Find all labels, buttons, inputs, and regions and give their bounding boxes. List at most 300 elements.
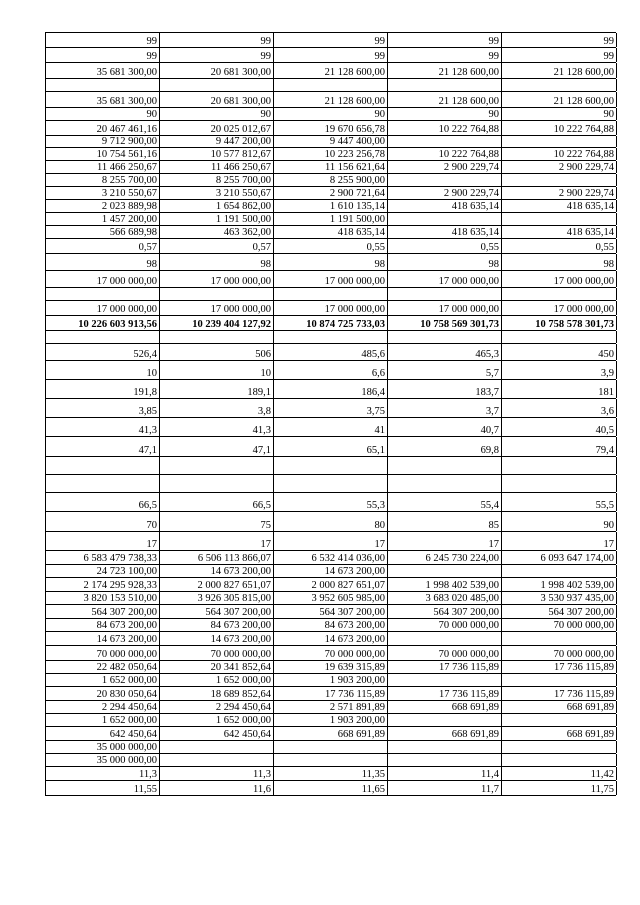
table-row <box>45 212 616 225</box>
table-row <box>45 780 616 796</box>
table-cell: 3,6 <box>502 399 617 417</box>
table-cell: 99 <box>160 33 274 47</box>
table-cell: 11,4 <box>388 767 502 780</box>
table-cell: 2 000 827 651,07 <box>160 578 274 591</box>
table-cell <box>388 331 502 343</box>
table-cell: 6 245 730 224,00 <box>388 551 502 564</box>
table-cell: 17 000 000,00 <box>46 301 160 315</box>
table-cell <box>46 475 160 492</box>
table-cell <box>388 714 502 726</box>
table-row <box>45 199 616 212</box>
table-cell: 6 583 479 738,33 <box>46 551 160 564</box>
table-cell: 90 <box>46 108 160 120</box>
table-cell: 191,8 <box>46 380 160 398</box>
table-cell <box>388 288 502 300</box>
table-row <box>45 120 616 135</box>
table-cell: 668 691,89 <box>388 727 502 740</box>
table-cell <box>502 331 617 343</box>
table-cell <box>502 213 617 225</box>
table-cell: 21 128 600,00 <box>274 92 388 107</box>
table-cell: 1 654 862,00 <box>160 200 274 212</box>
table-cell: 1 998 402 539,00 <box>388 578 502 591</box>
table-cell: 98 <box>160 254 274 270</box>
table-cell: 11 466 250,67 <box>46 161 160 173</box>
table-cell <box>388 457 502 474</box>
table-cell: 17 <box>502 532 617 550</box>
table-cell: 98 <box>274 254 388 270</box>
table-cell: 90 <box>160 108 274 120</box>
table-row <box>45 173 616 186</box>
table-cell: 3,85 <box>46 399 160 417</box>
table-cell: 186,4 <box>274 380 388 398</box>
table-cell: 35 681 300,00 <box>46 92 160 107</box>
table-cell: 14 673 200,00 <box>46 632 160 645</box>
table-cell: 90 <box>274 108 388 120</box>
table-cell <box>274 457 388 474</box>
table-cell: 98 <box>46 254 160 270</box>
table-cell <box>388 754 502 766</box>
table-cell: 17 736 115,89 <box>502 661 617 673</box>
table-cell: 9 712 900,00 <box>46 136 160 147</box>
table-cell <box>274 79 388 91</box>
table-cell: 17 000 000,00 <box>46 271 160 287</box>
table-cell: 8 255 700,00 <box>160 174 274 186</box>
table-cell: 2 900 229,74 <box>502 187 617 199</box>
table-cell: 181 <box>502 380 617 398</box>
table-cell: 84 673 200,00 <box>274 619 388 631</box>
table-cell: 11 156 621,64 <box>274 161 388 173</box>
table-cell <box>502 174 617 186</box>
table-row <box>45 186 616 199</box>
table-cell: 564 307 200,00 <box>502 605 617 618</box>
table-cell: 11 466 250,67 <box>160 161 274 173</box>
table-cell: 564 307 200,00 <box>274 605 388 618</box>
table-cell: 564 307 200,00 <box>160 605 274 618</box>
table-cell: 65,1 <box>274 437 388 456</box>
table-row <box>45 660 616 673</box>
table-row <box>45 531 616 550</box>
table-cell: 20 830 050,64 <box>46 687 160 700</box>
table-cell: 70 000 000,00 <box>160 646 274 660</box>
table-cell: 2 174 295 928,33 <box>46 578 160 591</box>
table-cell: 2 900 229,74 <box>502 161 617 173</box>
table-cell: 0,55 <box>274 239 388 253</box>
table-cell <box>502 79 617 91</box>
table-cell: 66,5 <box>160 493 274 511</box>
table-cell: 1 903 200,00 <box>274 714 388 726</box>
table-cell: 450 <box>502 344 617 360</box>
table-row <box>45 436 616 456</box>
table-cell <box>388 741 502 753</box>
table-cell: 3 210 550,67 <box>160 187 274 199</box>
table-cell: 2 571 891,89 <box>274 701 388 713</box>
table-cell: 3 926 305 815,00 <box>160 592 274 604</box>
table-row <box>45 343 616 360</box>
table-cell: 17 000 000,00 <box>502 271 617 287</box>
table-cell: 21 128 600,00 <box>388 63 502 78</box>
table-row <box>45 686 616 700</box>
table-row <box>45 91 616 107</box>
table-cell: 11,55 <box>46 781 160 795</box>
table-cell: 17 000 000,00 <box>388 271 502 287</box>
table-cell: 5,7 <box>388 361 502 379</box>
table-cell: 6,6 <box>274 361 388 379</box>
table-cell: 10 222 764,88 <box>388 121 502 135</box>
table-cell <box>502 754 617 766</box>
table-cell: 70 000 000,00 <box>502 646 617 660</box>
table-cell: 90 <box>388 108 502 120</box>
table-cell: 418 635,14 <box>388 200 502 212</box>
table-cell: 99 <box>160 48 274 62</box>
table-cell: 2 023 889,98 <box>46 200 160 212</box>
table-row <box>45 32 616 47</box>
table-cell <box>274 754 388 766</box>
table-cell: 17 736 115,89 <box>388 687 502 700</box>
table-cell: 10 577 812,67 <box>160 148 274 160</box>
table-cell: 1 998 402 539,00 <box>502 578 617 591</box>
table-cell <box>160 741 274 753</box>
table-row <box>45 492 616 511</box>
table-cell: 47,1 <box>160 437 274 456</box>
table-cell: 14 673 200,00 <box>274 632 388 645</box>
table-cell: 1 191 500,00 <box>274 213 388 225</box>
table-cell: 17 000 000,00 <box>160 271 274 287</box>
table-row <box>45 270 616 287</box>
table-cell: 10 874 725 733,03 <box>274 316 388 330</box>
table-cell: 17 736 115,89 <box>274 687 388 700</box>
table-cell: 99 <box>46 33 160 47</box>
table-cell: 6 506 113 866,07 <box>160 551 274 564</box>
table-cell: 17 <box>388 532 502 550</box>
table-cell: 9 447 400,00 <box>274 136 388 147</box>
table-row <box>45 398 616 417</box>
table-cell: 79,4 <box>502 437 617 456</box>
table-cell <box>502 288 617 300</box>
table-cell: 506 <box>160 344 274 360</box>
table-cell: 2 900 229,74 <box>388 187 502 199</box>
table-cell <box>274 741 388 753</box>
table-cell: 21 128 600,00 <box>388 92 502 107</box>
table-row <box>45 591 616 604</box>
table-cell: 8 255 700,00 <box>46 174 160 186</box>
table-cell: 41,3 <box>160 418 274 436</box>
table-cell: 668 691,89 <box>502 727 617 740</box>
table-cell <box>46 288 160 300</box>
table-row <box>45 287 616 300</box>
table-cell: 20 681 300,00 <box>160 92 274 107</box>
table-cell: 20 025 012,67 <box>160 121 274 135</box>
table-cell: 99 <box>388 48 502 62</box>
table-cell: 66,5 <box>46 493 160 511</box>
table-cell: 0,57 <box>46 239 160 253</box>
table-cell: 17 <box>274 532 388 550</box>
table-cell: 80 <box>274 512 388 531</box>
table-cell: 3 820 153 510,00 <box>46 592 160 604</box>
table-cell: 19 670 656,78 <box>274 121 388 135</box>
table-cell <box>388 213 502 225</box>
table-cell: 55,3 <box>274 493 388 511</box>
table-cell: 3,8 <box>160 399 274 417</box>
table-cell: 55,5 <box>502 493 617 511</box>
table-cell <box>160 475 274 492</box>
table-row <box>45 713 616 726</box>
table-cell <box>502 632 617 645</box>
table-cell: 1 903 200,00 <box>274 674 388 686</box>
table-cell <box>388 79 502 91</box>
table-row <box>45 300 616 315</box>
table-cell: 17 000 000,00 <box>274 301 388 315</box>
table-cell: 20 341 852,64 <box>160 661 274 673</box>
table-cell: 70 000 000,00 <box>502 619 617 631</box>
table-cell <box>388 475 502 492</box>
table-cell: 22 482 050,64 <box>46 661 160 673</box>
table-cell: 2 900 721,64 <box>274 187 388 199</box>
table-cell <box>388 632 502 645</box>
table-cell <box>274 288 388 300</box>
table-cell <box>160 79 274 91</box>
table-cell <box>388 174 502 186</box>
table-cell: 70 000 000,00 <box>388 619 502 631</box>
table-cell: 11,3 <box>160 767 274 780</box>
table-cell: 418 635,14 <box>388 226 502 238</box>
table-row <box>45 604 616 618</box>
table-cell <box>274 475 388 492</box>
table-cell: 20 681 300,00 <box>160 63 274 78</box>
table-cell: 2 900 229,74 <box>388 161 502 173</box>
table-cell: 0,55 <box>502 239 617 253</box>
table-cell: 40,7 <box>388 418 502 436</box>
table-cell: 24 723 100,00 <box>46 565 160 577</box>
table-cell: 17 000 000,00 <box>274 271 388 287</box>
table-cell: 642 450,64 <box>160 727 274 740</box>
table-row <box>45 456 616 474</box>
table-cell: 668 691,89 <box>502 701 617 713</box>
table-cell: 35 681 300,00 <box>46 63 160 78</box>
table-cell: 41,3 <box>46 418 160 436</box>
table-row <box>45 160 616 173</box>
table-cell <box>502 457 617 474</box>
table-cell: 90 <box>502 108 617 120</box>
table-cell: 183,7 <box>388 380 502 398</box>
table-row <box>45 474 616 492</box>
table-cell: 17 736 115,89 <box>388 661 502 673</box>
table-cell: 35 000 000,00 <box>46 741 160 753</box>
table-cell <box>160 288 274 300</box>
table-cell: 10 239 404 127,92 <box>160 316 274 330</box>
table-cell: 418 635,14 <box>274 226 388 238</box>
table-cell: 99 <box>502 33 617 47</box>
table-cell: 3,9 <box>502 361 617 379</box>
table-cell: 99 <box>388 33 502 47</box>
table-row <box>45 315 616 330</box>
table-cell: 99 <box>274 33 388 47</box>
table-cell: 6 093 647 174,00 <box>502 551 617 564</box>
table-row <box>45 673 616 686</box>
table-row <box>45 253 616 270</box>
table-row <box>45 330 616 343</box>
table-cell: 10 758 578 301,73 <box>502 316 617 330</box>
table-cell: 1 652 000,00 <box>46 674 160 686</box>
table-cell: 11,35 <box>274 767 388 780</box>
table-cell: 11,65 <box>274 781 388 795</box>
table-cell: 566 689,98 <box>46 226 160 238</box>
table-cell: 98 <box>502 254 617 270</box>
table-row <box>45 766 616 780</box>
table-row <box>45 700 616 713</box>
table-row <box>45 360 616 379</box>
table-cell: 3 952 605 985,00 <box>274 592 388 604</box>
table-cell <box>46 457 160 474</box>
table-cell: 11,7 <box>388 781 502 795</box>
table-cell: 668 691,89 <box>274 727 388 740</box>
table-cell: 564 307 200,00 <box>388 605 502 618</box>
table-cell: 99 <box>274 48 388 62</box>
table-cell: 463 362,00 <box>160 226 274 238</box>
table-cell: 0,57 <box>160 239 274 253</box>
table-cell: 2 000 827 651,07 <box>274 578 388 591</box>
table-cell: 10 222 764,88 <box>502 148 617 160</box>
table-cell: 1 191 500,00 <box>160 213 274 225</box>
table-cell <box>160 331 274 343</box>
table-cell: 1 652 000,00 <box>160 714 274 726</box>
table-cell: 485,6 <box>274 344 388 360</box>
table-row <box>45 564 616 577</box>
table-cell: 10 <box>46 361 160 379</box>
table-cell: 11,6 <box>160 781 274 795</box>
table-cell: 17 000 000,00 <box>388 301 502 315</box>
table-cell: 21 128 600,00 <box>502 63 617 78</box>
table-cell <box>388 136 502 147</box>
table-row <box>45 47 616 62</box>
table-cell: 1 652 000,00 <box>46 714 160 726</box>
table-cell: 465,3 <box>388 344 502 360</box>
table-cell: 189,1 <box>160 380 274 398</box>
table-cell: 2 294 450,64 <box>46 701 160 713</box>
table-cell: 70 000 000,00 <box>274 646 388 660</box>
table-cell: 526,4 <box>46 344 160 360</box>
table-cell: 3 210 550,67 <box>46 187 160 199</box>
table-cell: 47,1 <box>46 437 160 456</box>
table-row <box>45 645 616 660</box>
table-cell: 84 673 200,00 <box>46 619 160 631</box>
table-cell: 17 736 115,89 <box>502 687 617 700</box>
table-cell: 41 <box>274 418 388 436</box>
table-row <box>45 417 616 436</box>
table-cell: 3 683 020 485,00 <box>388 592 502 604</box>
table-cell: 20 467 461,16 <box>46 121 160 135</box>
table-cell <box>502 136 617 147</box>
table-cell: 11,75 <box>502 781 617 795</box>
table-row <box>45 379 616 398</box>
table-cell <box>502 674 617 686</box>
table-cell: 3,75 <box>274 399 388 417</box>
table-cell: 564 307 200,00 <box>46 605 160 618</box>
table-cell: 10 754 561,16 <box>46 148 160 160</box>
table-cell: 99 <box>46 48 160 62</box>
table-row <box>45 107 616 120</box>
table-cell: 14 673 200,00 <box>160 565 274 577</box>
table-cell: 75 <box>160 512 274 531</box>
table-cell: 3,7 <box>388 399 502 417</box>
table-cell: 10 758 569 301,73 <box>388 316 502 330</box>
table-cell <box>388 674 502 686</box>
table-cell: 98 <box>388 254 502 270</box>
table-cell <box>274 331 388 343</box>
table-cell: 18 689 852,64 <box>160 687 274 700</box>
table-cell: 9 447 200,00 <box>160 136 274 147</box>
table-cell: 10 <box>160 361 274 379</box>
table-cell <box>160 754 274 766</box>
table-cell: 14 673 200,00 <box>160 632 274 645</box>
table-cell: 84 673 200,00 <box>160 619 274 631</box>
table-cell: 70 000 000,00 <box>388 646 502 660</box>
table-cell: 14 673 200,00 <box>274 565 388 577</box>
table-cell: 2 294 450,64 <box>160 701 274 713</box>
table-cell <box>46 331 160 343</box>
table-cell <box>502 714 617 726</box>
table-row <box>45 238 616 253</box>
table-cell: 1 457 200,00 <box>46 213 160 225</box>
table-cell: 17 <box>46 532 160 550</box>
table-cell: 10 222 764,88 <box>388 148 502 160</box>
table-cell: 69,8 <box>388 437 502 456</box>
table-cell: 55,4 <box>388 493 502 511</box>
table-cell: 1 610 135,14 <box>274 200 388 212</box>
table-cell: 668 691,89 <box>388 701 502 713</box>
table-cell: 10 222 764,88 <box>502 121 617 135</box>
table-cell: 17 000 000,00 <box>160 301 274 315</box>
table-row <box>45 225 616 238</box>
table-cell <box>502 565 617 577</box>
table-cell: 21 128 600,00 <box>274 63 388 78</box>
table-row <box>45 726 616 740</box>
table-cell: 11,42 <box>502 767 617 780</box>
table-row <box>45 577 616 591</box>
table-cell: 11,3 <box>46 767 160 780</box>
table-row <box>45 631 616 645</box>
table-cell: 6 532 414 036,00 <box>274 551 388 564</box>
table-row <box>45 147 616 160</box>
table-row <box>45 78 616 91</box>
table-cell: 642 450,64 <box>46 727 160 740</box>
table-cell: 70 <box>46 512 160 531</box>
table-cell: 35 000 000,00 <box>46 754 160 766</box>
table-cell: 21 128 600,00 <box>502 92 617 107</box>
table-cell: 40,5 <box>502 418 617 436</box>
table-cell: 418 635,14 <box>502 226 617 238</box>
table-cell: 8 255 900,00 <box>274 174 388 186</box>
table-cell: 10 226 603 913,56 <box>46 316 160 330</box>
table-row <box>45 511 616 531</box>
table-cell: 90 <box>502 512 617 531</box>
table-cell: 1 652 000,00 <box>160 674 274 686</box>
table-cell: 85 <box>388 512 502 531</box>
table-row <box>45 740 616 753</box>
table-cell: 17 <box>160 532 274 550</box>
table-cell <box>388 565 502 577</box>
data-table <box>45 32 616 796</box>
table-cell: 17 000 000,00 <box>502 301 617 315</box>
table-cell <box>502 741 617 753</box>
table-cell: 0,55 <box>388 239 502 253</box>
table-cell: 418 635,14 <box>502 200 617 212</box>
table-row <box>45 550 616 564</box>
table-row <box>45 753 616 766</box>
table-row <box>45 618 616 631</box>
table-cell: 70 000 000,00 <box>46 646 160 660</box>
table-cell <box>46 79 160 91</box>
table-cell <box>502 475 617 492</box>
